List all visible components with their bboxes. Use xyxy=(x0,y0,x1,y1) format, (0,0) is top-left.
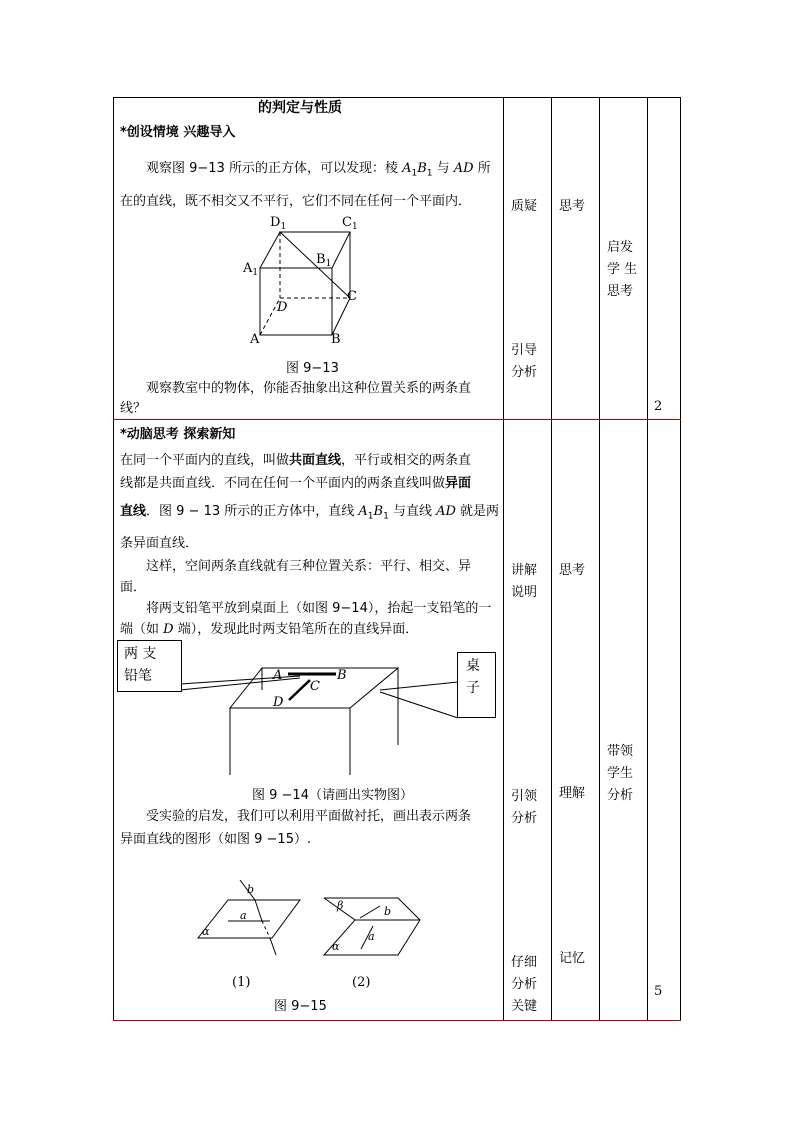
s2-teacher-3: 引领 xyxy=(511,789,538,804)
s1-student: 思考 xyxy=(559,199,586,214)
s2-teacher-6: 分析 xyxy=(511,977,538,992)
label-C: C xyxy=(347,289,357,304)
label-D1: $D_1$ xyxy=(270,215,287,232)
s1-teacher-2: 引导 xyxy=(511,343,538,358)
table-divider-4 xyxy=(647,97,648,1021)
section1-para2-line2: 线？ xyxy=(120,401,147,416)
fig15-1-label-a: a xyxy=(240,909,247,922)
figure-9-15-caption: 图 9−15 xyxy=(274,999,327,1014)
s2-p1-line1: 在同一个平面内的直线，叫做共面直线，平行或相交的两条直 xyxy=(120,453,472,468)
table-border-right xyxy=(680,97,681,1021)
s2-p2-line2: 面． xyxy=(120,580,147,595)
s2-intent-1: 带领 xyxy=(607,744,634,759)
s2-student-3: 记忆 xyxy=(559,951,586,966)
section1-para1-line1: 观察图 9−13 所示的正方体，可以发现：棱 $A_1B_1$ 与 AD 所 xyxy=(146,161,491,179)
figure-9-14-caption: 图 9 −14（请画出实物图） xyxy=(252,788,413,803)
s2-minutes: 5 xyxy=(654,984,663,999)
table-border-left xyxy=(113,97,114,1021)
s2-p1-line4: 条异面直线． xyxy=(120,536,199,551)
s1-teacher-3: 分析 xyxy=(511,365,538,380)
label-A1: $A_1$ xyxy=(243,261,259,278)
section1-heading: *创设情境 兴趣导入 xyxy=(120,125,236,140)
s2-intent-2: 学生 xyxy=(607,766,634,781)
label-D: D xyxy=(277,300,288,315)
fig15-2-label-a: a xyxy=(368,930,375,943)
s1-intent-2: 学 生 xyxy=(607,262,638,277)
fig14-label-B: B xyxy=(337,668,347,683)
table-border-top xyxy=(113,97,681,98)
s2-p3-line1: 将两支铅笔平放到桌面上（如图 9−14），抬起一支铅笔的一 xyxy=(146,601,492,616)
s2-p3-line2: 端（如 D 端），发现此时两支铅笔所在的直线异面． xyxy=(120,622,419,637)
fig15-1-label-b: b xyxy=(247,883,255,896)
s2-student-2: 理解 xyxy=(559,786,586,801)
s2-p4-line2: 异面直线的图形（如图 9 −15）. xyxy=(120,832,312,847)
label-C1: $C_1$ xyxy=(342,215,358,232)
section1-para1-line2: 在的直线，既不相交又不平行，它们不同在任何一个平面内． xyxy=(120,194,472,209)
s2-intent-3: 分析 xyxy=(607,788,634,803)
section-title: 的判定与性质 xyxy=(258,100,342,116)
callout-desk: 桌 子 xyxy=(457,652,496,718)
fig14-label-C: C xyxy=(310,679,320,694)
s2-teacher-2: 说明 xyxy=(511,585,538,600)
fig15-sub1: (1) xyxy=(232,975,251,990)
s2-p4-line1: 受实验的启发，我们可以利用平面做衬托，画出表示两条 xyxy=(146,809,472,824)
section2-heading: *动脑思考 探索新知 xyxy=(120,427,236,442)
s2-p1-line3: 直线．图 9 − 13 所示的正方体中，直线 $A_1B_1$ 与直线 AD 就是两 xyxy=(120,504,500,522)
fig14-label-D: D xyxy=(273,695,284,710)
fig15-2-label-b: b xyxy=(384,905,392,918)
s1-minutes: 2 xyxy=(654,399,663,414)
s2-teacher-7: 关键 xyxy=(511,999,538,1014)
s1-teacher-1: 质疑 xyxy=(511,199,538,214)
s2-p1-line2: 线都是共面直线．不同在任何一个平面内的两条直线叫做异面 xyxy=(120,476,472,491)
figure-9-13-caption: 图 9−13 xyxy=(286,361,339,376)
s1-intent-3: 思考 xyxy=(607,284,634,299)
label-A: A xyxy=(250,332,260,347)
fig15-sub2: (2) xyxy=(352,975,371,990)
s2-student-1: 思考 xyxy=(559,563,586,578)
fig14-label-A: A xyxy=(273,668,283,683)
s2-teacher-1: 讲解 xyxy=(511,563,538,578)
callout-two-pencils: 两 支 铅笔 xyxy=(117,640,182,692)
label-B: B xyxy=(331,332,341,347)
section1-para2-line1: 观察教室中的物体，你能否抽象出这种位置关系的两条直 xyxy=(146,381,472,396)
table-divider-2 xyxy=(551,97,552,1021)
table-border-bottom xyxy=(113,1020,681,1021)
s2-p2-line1: 这样，空间两条直线就有三种位置关系：平行、相交、异 xyxy=(146,559,472,574)
fig15-2-label-alpha: α xyxy=(332,940,340,953)
s2-teacher-4: 分析 xyxy=(511,811,538,826)
pencil-cd xyxy=(289,680,310,700)
table-divider-3 xyxy=(599,97,600,1021)
s1-intent-1: 启发 xyxy=(607,240,634,255)
label-B1: $B_1$ xyxy=(316,252,332,269)
fig15-2-label-beta: β xyxy=(337,899,344,912)
fig15-1-label-alpha: α xyxy=(202,925,210,938)
s2-teacher-5: 仔细 xyxy=(511,955,538,970)
table-divider-1 xyxy=(503,97,504,1021)
